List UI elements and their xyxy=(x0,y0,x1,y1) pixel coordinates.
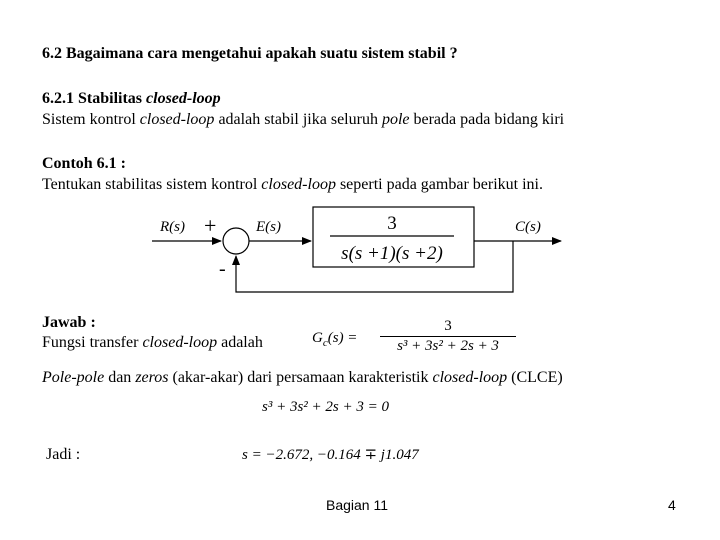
definition-part-2: closed-loop xyxy=(139,111,215,128)
minus-sign: - xyxy=(219,258,226,280)
answer-text-2: closed-loop xyxy=(142,334,218,351)
section-title-italic: closed-loop xyxy=(146,90,221,107)
poles-text-2: dan xyxy=(104,369,136,386)
closed-loop-tf-lhs xyxy=(312,330,357,347)
tf-denominator: s(s +1)(s +2) xyxy=(341,243,443,264)
tf-numerator: 3 xyxy=(387,213,397,234)
section-title-prefix: 6.2.1 Stabilitas xyxy=(42,90,147,107)
gc-argument: (s) = xyxy=(327,330,358,346)
poles-text-5: closed-loop xyxy=(432,369,508,386)
poles-text xyxy=(42,368,563,387)
poles-text-4: (akar-akar) dari persamaan karakteristik xyxy=(168,369,433,386)
answer-text-1: Fungsi transfer xyxy=(42,334,143,351)
closed-loop-tf-fraction xyxy=(380,318,516,355)
input-label: R(s) xyxy=(160,219,185,235)
definition-part-4: pole xyxy=(381,111,410,128)
poles-text-6: (CLCE) xyxy=(507,369,563,386)
gc-symbol: G xyxy=(312,330,323,346)
gc-numerator: 3 xyxy=(444,318,452,334)
poles-text-1: Pole-pole xyxy=(42,369,105,386)
page-number: 4 xyxy=(668,497,676,513)
example-text-3: seperti pada gambar berikut ini. xyxy=(335,176,543,193)
plus-sign: + xyxy=(204,213,217,238)
characteristic-equation: s³ + 3s² + 2s + 3 = 0 xyxy=(262,399,389,415)
result-label: Jadi : xyxy=(46,446,81,463)
footer-section: Bagian 11 xyxy=(326,497,389,513)
error-label: E(s) xyxy=(256,219,281,235)
example-text-1: Tentukan stabilitas sistem kontrol xyxy=(42,176,262,193)
answer-title: Jawab : xyxy=(42,314,96,331)
definition-part-1: Sistem kontrol xyxy=(42,111,140,128)
poles-text-3: zeros xyxy=(135,369,169,386)
definition-part-3: adalah stabil jika seluruh xyxy=(214,111,382,128)
gc-denominator: s³ + 3s² + 2s + 3 xyxy=(380,336,516,355)
gc-subscript: c xyxy=(322,337,328,349)
answer-text-3: adalah xyxy=(217,334,263,351)
output-label: C(s) xyxy=(515,219,541,235)
definition-part-5: berada pada bidang kiri xyxy=(409,111,565,128)
example-title: Contoh 6.1 : xyxy=(42,155,127,172)
summing-junction xyxy=(223,228,249,254)
example-text-2: closed-loop xyxy=(261,176,336,193)
page-heading: 6.2 Bagaimana cara mengetahui apakah suatu sistem stabil ? xyxy=(42,45,458,62)
result-value: s = −2.672, −0.164 ∓ j1.047 xyxy=(242,447,419,463)
answer-text xyxy=(42,333,263,352)
